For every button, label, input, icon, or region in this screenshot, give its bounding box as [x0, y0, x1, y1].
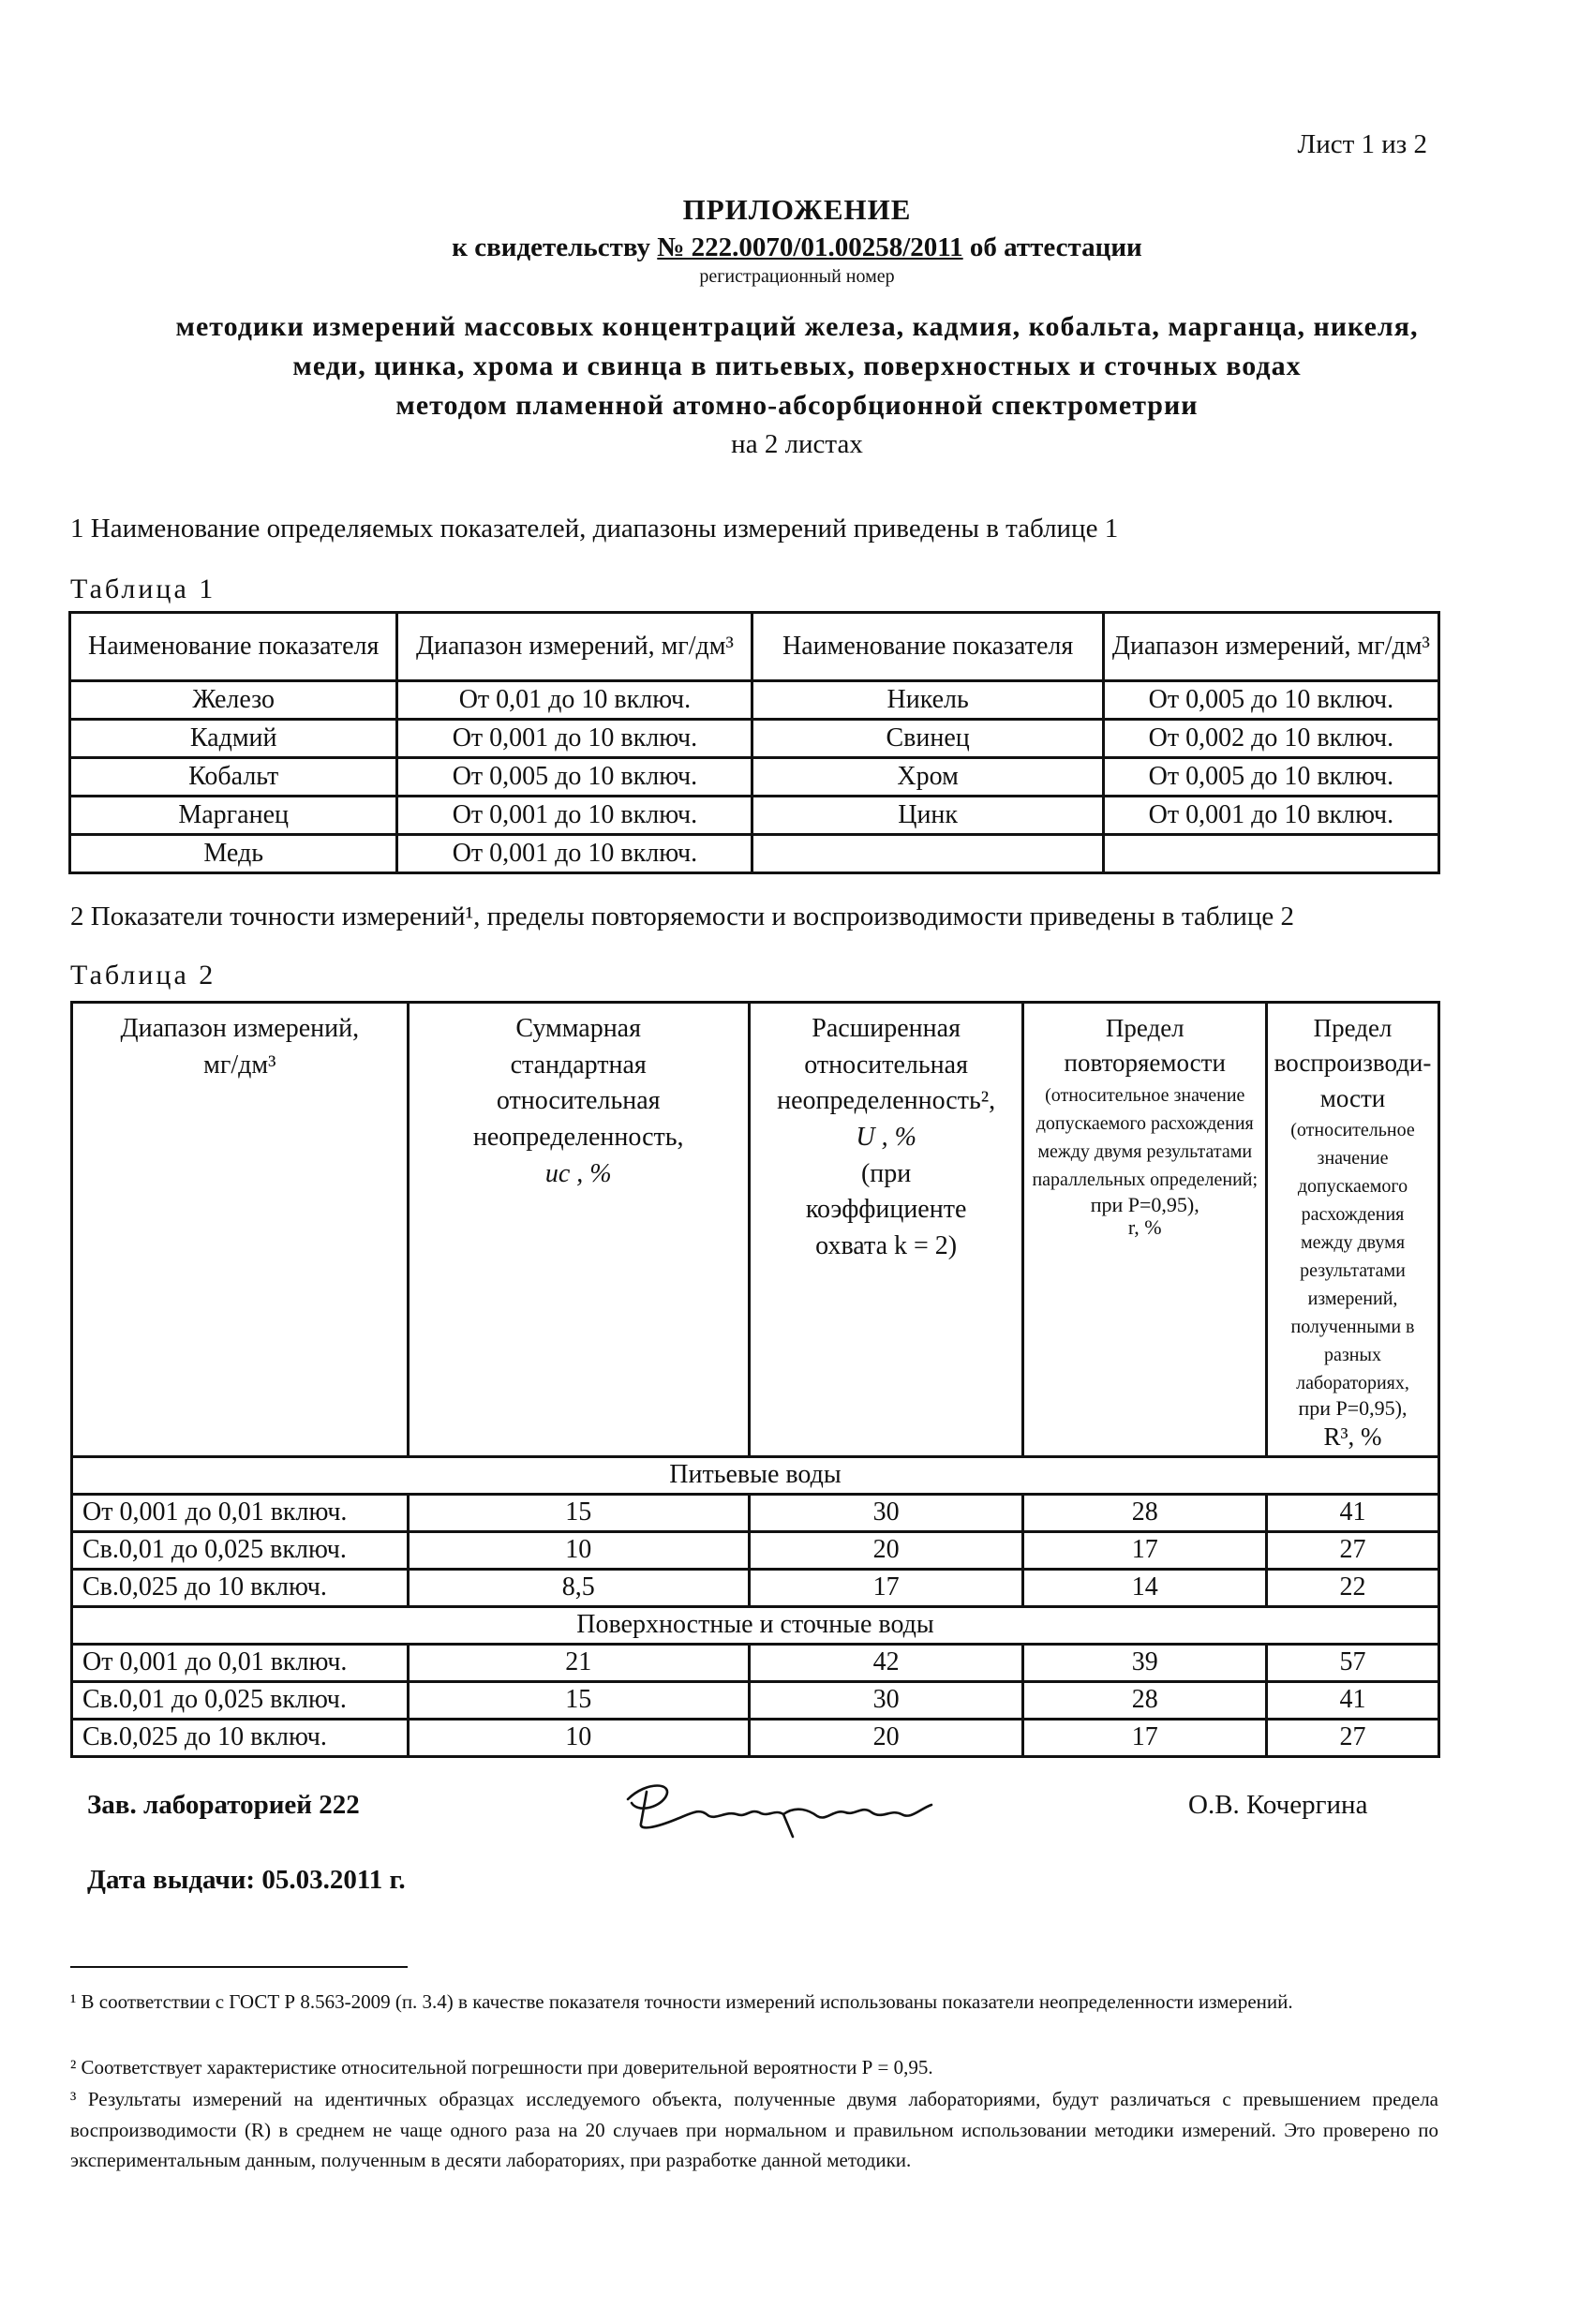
table-row: [70, 758, 1439, 797]
cert-suffix: об аттестации: [969, 232, 1142, 262]
header-line: U , %: [856, 1122, 916, 1152]
t1-header-name: Наименование показателя: [752, 613, 1103, 681]
table-1-caption: Таблица 1: [70, 574, 216, 604]
header-line: Расширенная: [812, 1014, 961, 1043]
header-line: коэффициенте: [805, 1195, 967, 1225]
signer-name: О.В. Кочергина: [1188, 1790, 1368, 1820]
registration-note: регистрационный номер: [699, 266, 895, 287]
t2-header-std-uncertainty: [408, 1003, 749, 1457]
header-line: мости: [1319, 1083, 1386, 1112]
table-cell: 28: [1023, 1494, 1267, 1531]
table-cell: 30: [749, 1681, 1023, 1719]
table-cell: Железо: [70, 681, 397, 720]
table-cell: От 0,005 до 10 включ.: [1103, 758, 1438, 797]
sheet-number: Лист 1 из 2: [1297, 129, 1427, 159]
table-cell: От 0,01 до 10 включ.: [397, 681, 752, 720]
table-row: [72, 1681, 1439, 1719]
table-row: [70, 835, 1439, 873]
table-cell: Цинк: [752, 797, 1103, 835]
header-line: R³, %: [1323, 1423, 1382, 1452]
table-cell: [1103, 835, 1438, 873]
header-line: неопределенность²,: [777, 1086, 996, 1116]
t2-header-repeatability: [1023, 1003, 1267, 1457]
header-line: (относительное значение допускаемого расхождения между двумя результатами параллельных определений;: [1032, 1084, 1259, 1190]
certificate-line: [0, 232, 1594, 263]
footnote-2: ² Соответствует характеристике относительной погрешности при доверительной вероятности Р = 0,95.: [70, 2056, 933, 2078]
table-2: [70, 1001, 1440, 1758]
table-cell: От 0,001 до 0,01 включ.: [72, 1644, 409, 1681]
table-cell: От 0,005 до 10 включ.: [397, 758, 752, 797]
cert-number: № 222.0070/01.00258/2011: [657, 232, 963, 262]
table-cell: От 0,002 до 10 включ.: [1103, 720, 1438, 758]
table-cell: 41: [1267, 1681, 1439, 1719]
table-cell: 20: [749, 1531, 1023, 1569]
handwritten-signature: [609, 1771, 946, 1846]
section-2-text: 2 Показатели точности измерений¹, пределы повторяемости и воспроизводимости приведены в таблице 2: [70, 901, 1295, 931]
table-cell: 14: [1023, 1569, 1267, 1606]
method-title-line-3: методом пламенной атомно-абсорбционной спектрометрии: [395, 390, 1199, 421]
footnote-3: ³ Результаты измерений на идентичных образцах исследуемого объекта, полученные двумя лабораториями, будут различаться с превышением предела воспроизводимости (R) в среднем не чаще одного раза на 20 случаев при нормальном и правильном использовании методики измерений. Это проверено по экспериментальным данным, полученным в десяти лабораториях, при разработке данной методики.: [70, 2088, 1438, 2172]
header-line: повторяемости: [1064, 1049, 1226, 1078]
table-cell: 17: [1023, 1719, 1267, 1756]
table-cell: 42: [749, 1644, 1023, 1681]
table-cell: Свинец: [752, 720, 1103, 758]
header-line: относительная: [496, 1086, 661, 1116]
table-row: [72, 1569, 1439, 1606]
document-title: ПРИЛОЖЕНИЕ: [682, 193, 912, 226]
cert-prefix: к свидетельству: [452, 232, 651, 262]
table-cell: 15: [408, 1681, 749, 1719]
table-cell: 27: [1267, 1719, 1439, 1756]
table-row: [72, 1494, 1439, 1531]
header-line: при P=0,95),: [1090, 1192, 1199, 1216]
header-line: (относительное значение допускаемого расхождения между двумя результатами измерений, полученными в разных лабораториях,: [1290, 1119, 1415, 1393]
table-cell: 20: [749, 1719, 1023, 1756]
table-row: [72, 1531, 1439, 1569]
table-cell: 10: [408, 1531, 749, 1569]
table-row: [70, 720, 1439, 758]
table-cell: 27: [1267, 1531, 1439, 1569]
footnote-divider: [70, 1966, 408, 1968]
table-row: [70, 797, 1439, 835]
table-cell: Марганец: [70, 797, 397, 835]
header-line: (при: [860, 1158, 912, 1188]
header-line: мг/дм³: [203, 1050, 276, 1080]
t1-header-range: Диапазон измерений, мг/дм³: [397, 613, 752, 681]
header-line: неопределенность,: [472, 1122, 684, 1152]
method-title-line-2: меди, цинка, хрома и свинца в питьевых, поверхностных и сточных водах: [292, 350, 1302, 381]
table-row: [72, 1644, 1439, 1681]
table-cell: От 0,001 до 10 включ.: [397, 720, 752, 758]
header-line: Предел: [1105, 1014, 1184, 1042]
group-header-drinking-water: Питьевые воды: [72, 1456, 1439, 1494]
header-line: Диапазон измерений,: [120, 1014, 360, 1043]
table-cell: 10: [408, 1719, 749, 1756]
table-cell: [752, 835, 1103, 873]
table-cell: От 0,001 до 10 включ.: [1103, 797, 1438, 835]
t2-header-expanded-uncertainty: [749, 1003, 1023, 1457]
table-cell: 21: [408, 1644, 749, 1681]
method-title-line-1: методики измерений массовых концентраций железа, кадмия, кобальта, марганца, никеля,: [175, 311, 1419, 342]
header-line: стандартная: [510, 1050, 647, 1080]
table-row: [72, 1719, 1439, 1756]
footnote-1: ¹ В соответствии с ГОСТ Р 8.563-2009 (п. 3.4) в качестве показателя точности измерений использованы показатели неопределенности измерений.: [70, 1990, 1293, 2013]
header-line: uc , %: [544, 1158, 612, 1188]
table-cell: Кадмий: [70, 720, 397, 758]
table-cell: Св.0,025 до 10 включ.: [72, 1719, 409, 1756]
header-line: воспроизводи-: [1274, 1049, 1432, 1078]
header-line: Суммарная: [515, 1014, 641, 1043]
t2-header-range: [72, 1003, 409, 1457]
table-row: [70, 681, 1439, 720]
table-cell: 28: [1023, 1681, 1267, 1719]
header-line: при P=0,95),: [1298, 1395, 1408, 1420]
t1-header-name: Наименование показателя: [70, 613, 397, 681]
sheets-count: на 2 листах: [731, 429, 863, 459]
table-cell: 30: [749, 1494, 1023, 1531]
t1-header-range: Диапазон измерений, мг/дм³: [1103, 613, 1438, 681]
group-header-surface-waste-water: Поверхностные и сточные воды: [72, 1606, 1439, 1644]
header-line: относительная: [804, 1050, 968, 1080]
table-cell: Св.0,01 до 0,025 включ.: [72, 1681, 409, 1719]
table-cell: Медь: [70, 835, 397, 873]
header-line: охвата k = 2): [815, 1230, 958, 1260]
header-line: Предел: [1313, 1014, 1393, 1042]
table-cell: 39: [1023, 1644, 1267, 1681]
table-1: [68, 611, 1440, 874]
table-cell: 22: [1267, 1569, 1439, 1606]
section-1-text: 1 Наименование определяемых показателей, диапазоны измерений приведены в таблице 1: [70, 514, 1119, 544]
table-cell: Св.0,025 до 10 включ.: [72, 1569, 409, 1606]
table-cell: От 0,001 до 10 включ.: [397, 835, 752, 873]
table-cell: 17: [1023, 1531, 1267, 1569]
table-2-caption: Таблица 2: [70, 960, 216, 991]
header-line: r, %: [1127, 1215, 1162, 1240]
t2-header-reproducibility: [1267, 1003, 1439, 1457]
table-cell: Хром: [752, 758, 1103, 797]
table-cell: От 0,005 до 10 включ.: [1103, 681, 1438, 720]
table-cell: От 0,001 до 10 включ.: [397, 797, 752, 835]
lab-head-position: Зав. лабораторией 222: [87, 1790, 360, 1820]
table-cell: Св.0,01 до 0,025 включ.: [72, 1531, 409, 1569]
table-cell: 15: [408, 1494, 749, 1531]
table-cell: 57: [1267, 1644, 1439, 1681]
table-cell: 17: [749, 1569, 1023, 1606]
table-cell: 41: [1267, 1494, 1439, 1531]
table-cell: 8,5: [408, 1569, 749, 1606]
issue-date: Дата выдачи: 05.03.2011 г.: [87, 1865, 406, 1895]
table-cell: Кобальт: [70, 758, 397, 797]
table-cell: От 0,001 до 0,01 включ.: [72, 1494, 409, 1531]
table-cell: Никель: [752, 681, 1103, 720]
